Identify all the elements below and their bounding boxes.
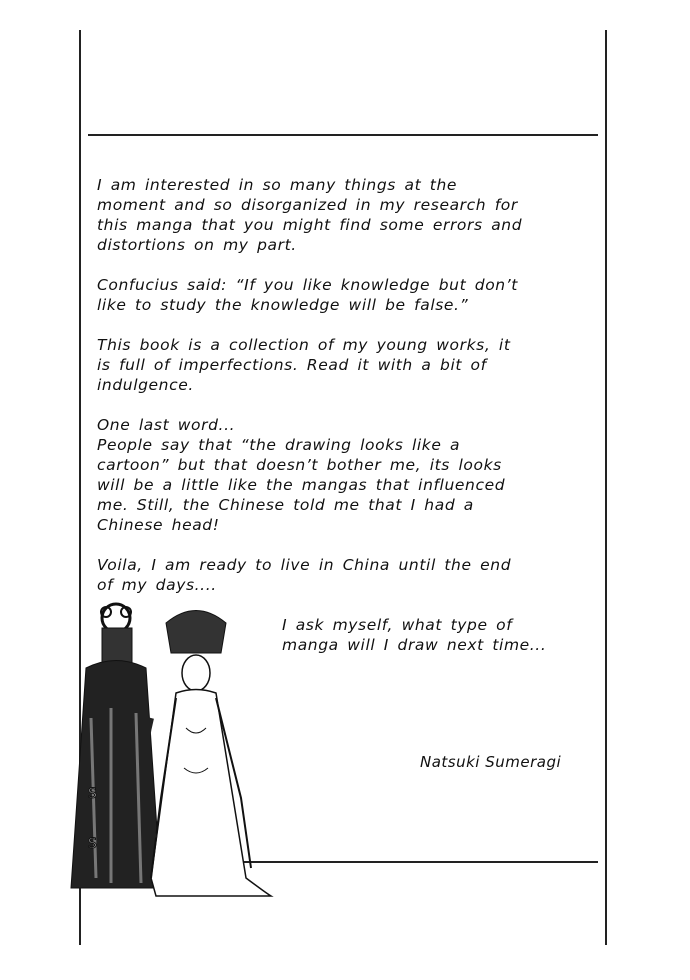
right-border-line [605, 30, 607, 945]
svg-text:S: S [88, 836, 97, 852]
text-line: is full of imperfections. Read it with a bit of [97, 356, 487, 374]
paragraph-confucius [97, 275, 518, 315]
text-line: cartoon” but that doesn’t bother me, its looks [97, 456, 502, 474]
text-line: like to study the knowledge will be false.” [97, 296, 469, 314]
text-line: I ask myself, what type of [282, 616, 513, 634]
opera-figures-illustration [66, 598, 276, 898]
text-line: will be a little like the mangas that influenced [97, 476, 506, 494]
right-figure [144, 611, 271, 897]
paragraph-last-word [97, 415, 505, 535]
text-line: moment and so disorganized in my research for [97, 196, 518, 214]
text-line: This book is a collection of my young works, it [97, 336, 511, 354]
text-line: distortions on my part. [97, 236, 297, 254]
text-line: I am interested in so many things at the [97, 176, 458, 194]
text-line: Chinese head! [97, 516, 220, 534]
text-line: of my days.... [97, 576, 217, 594]
text-line: manga will I draw next time... [282, 636, 547, 654]
top-divider-line [88, 134, 598, 136]
signature: Natsuki Sumeragi [420, 753, 562, 771]
text-line: One last word... [97, 416, 236, 434]
text-line: indulgence. [97, 376, 194, 394]
closing-question [282, 615, 546, 655]
text-line: this manga that you might find some errors and [97, 216, 523, 234]
bottom-divider-line [230, 861, 598, 863]
paragraph-voila [97, 555, 511, 595]
svg-text:S: S [88, 786, 97, 802]
text-line: me. Still, the Chinese told me that I had a [97, 496, 474, 514]
text-line: Confucius said: “If you like knowledge but don’t [97, 276, 518, 294]
text-line: People say that “the drawing looks like a [97, 436, 461, 454]
paragraph-intro [97, 175, 522, 255]
paragraph-book [97, 335, 511, 395]
text-line: Voila, I am ready to live in China until the end [97, 556, 512, 574]
